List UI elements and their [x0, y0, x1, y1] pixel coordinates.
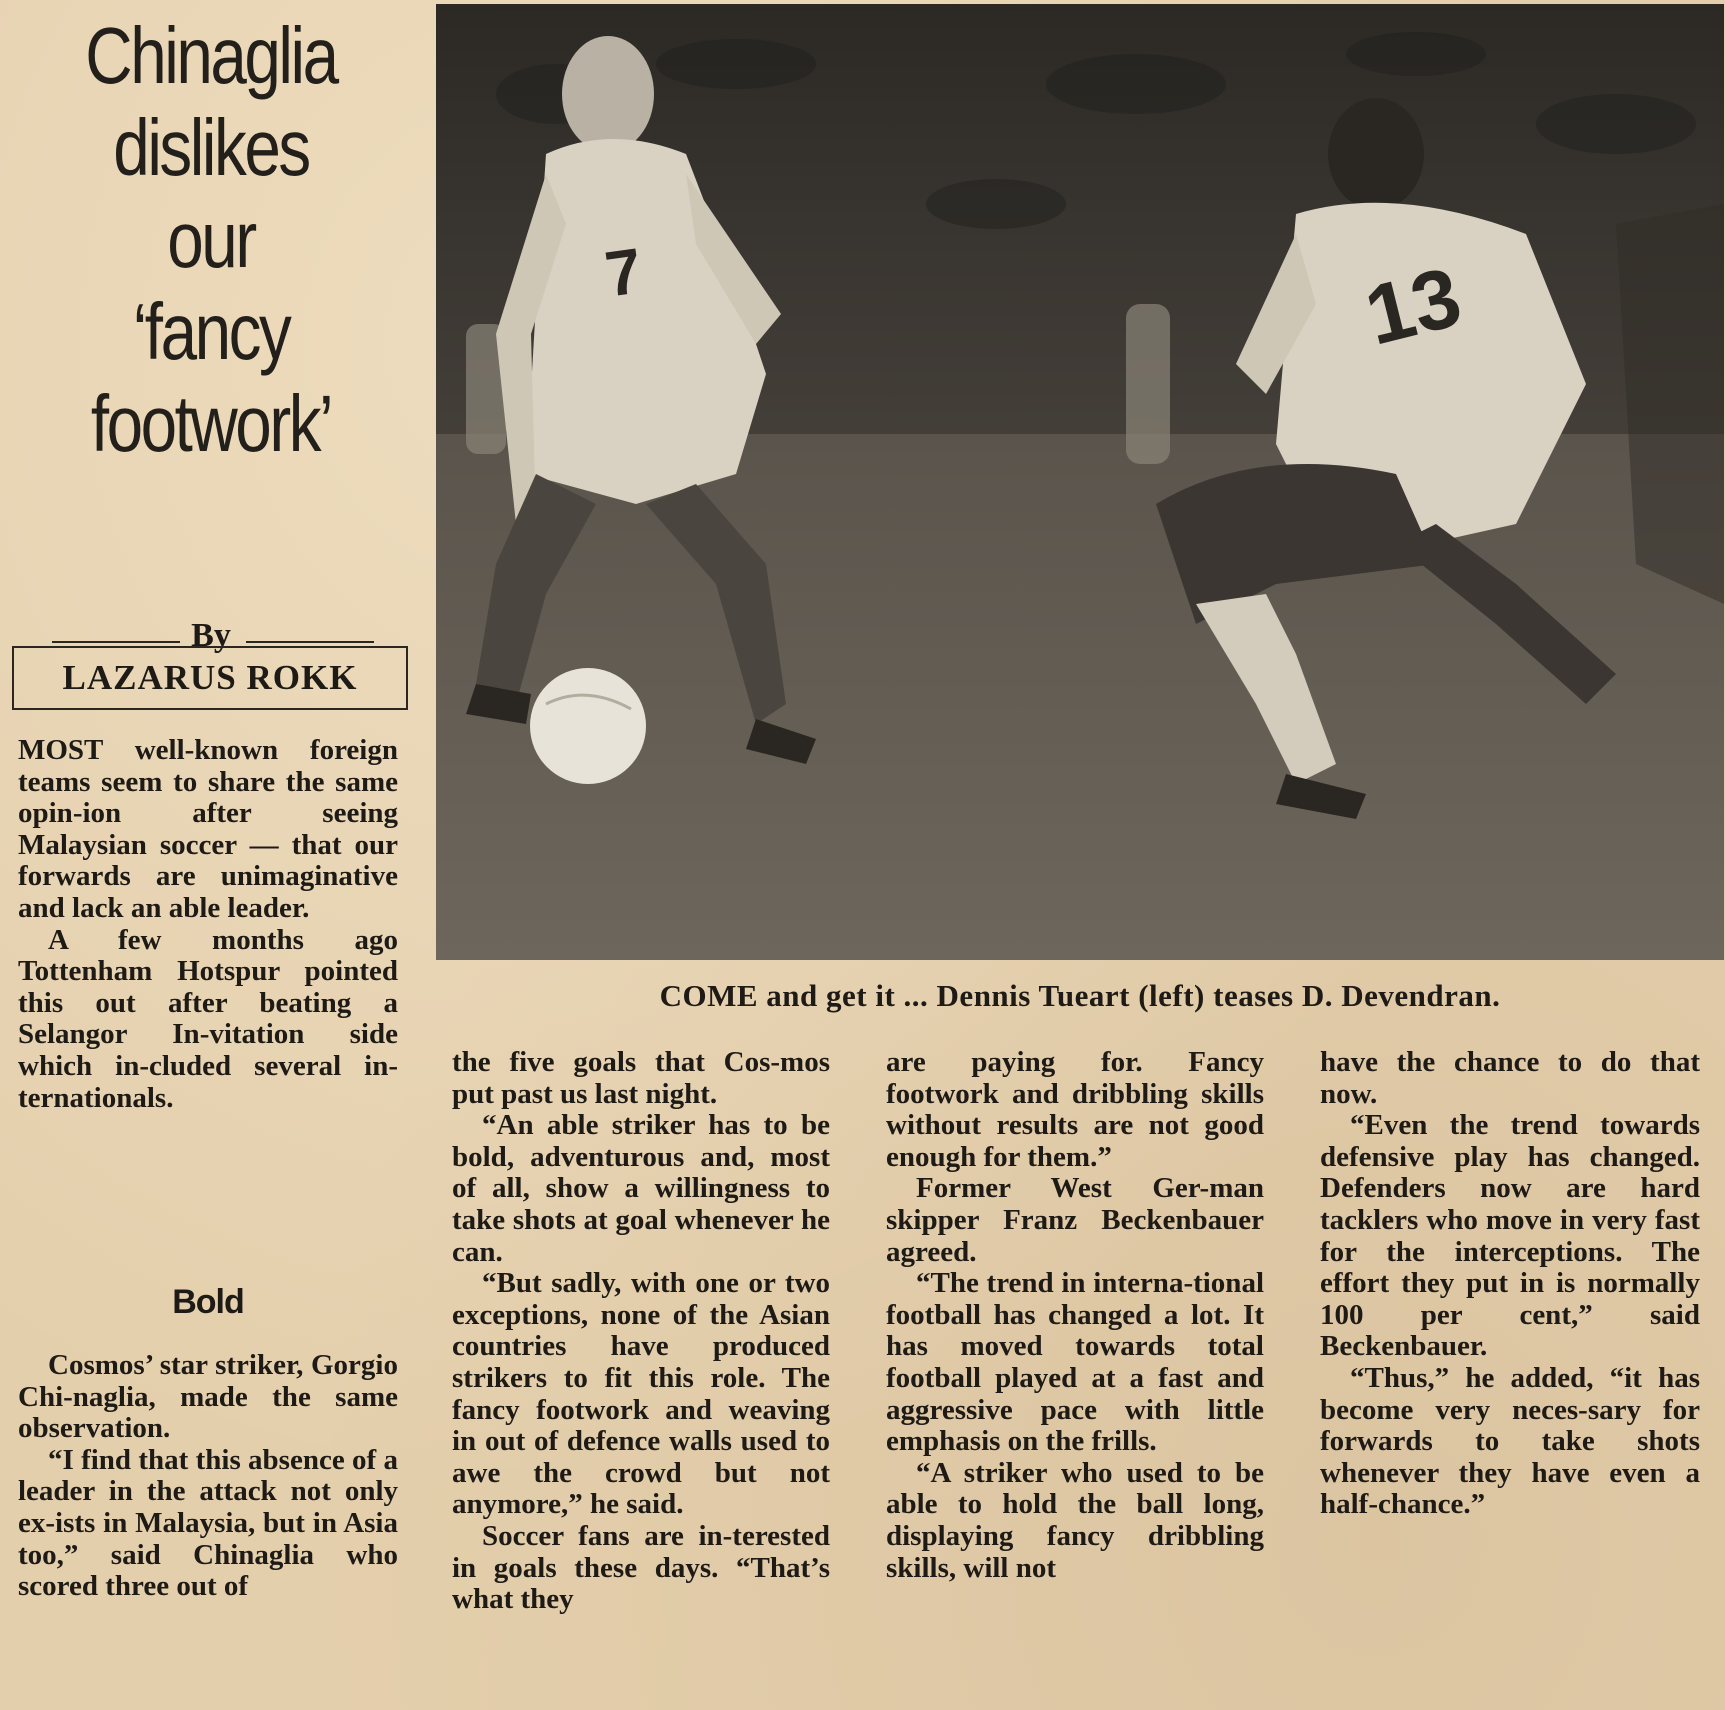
jersey-number-left: 7 — [600, 234, 647, 311]
soccer-ball — [530, 668, 646, 784]
subhead: Bold — [172, 1283, 244, 1321]
byline-author: LAZARUS ROKK — [12, 646, 408, 710]
column-1-top — [18, 735, 398, 1114]
headline — [48, 10, 374, 470]
paragraph: “But sadly, with one or two exceptions, none of the Asian countries have produced strikers to fit this role. The fancy footwork and weaving in out of defence walls used to awe the crowd but not anymore,” he said. — [452, 1267, 830, 1521]
paragraph: “I find that this absence of a leader in the attack not only ex-ists in Malaysia, but in Asia too,” said Chinaglia who scored three out of — [18, 1443, 398, 1603]
paragraph: Cosmos’ star striker, Gorgio Chi-naglia, made the same observation. — [18, 1349, 398, 1445]
headline-line: dislikes — [113, 103, 309, 192]
column-1-bottom — [18, 1350, 398, 1603]
paragraph: the five goals that Cos-mos put past us last night. — [452, 1046, 830, 1110]
paragraph: “Thus,” he added, “it has become very neces-sary for forwards to take shots whenever they have even a half-chance.” — [1320, 1361, 1700, 1521]
paragraph: “A striker who used to be able to hold the ball long, displaying fancy dribbling skills, will not — [886, 1456, 1264, 1584]
photo-caption: COME and get it ... Dennis Tueart (left) teases D. Devendran. — [659, 978, 1501, 1013]
paragraph: are paying for. Fancy footwork and dribbling skills without results are not good enough for them.” — [886, 1046, 1264, 1173]
paragraph: Soccer fans are in-terested in goals these days. “That’s what they — [452, 1519, 830, 1616]
column-4 — [1320, 1047, 1700, 1521]
paragraph: have the chance to do that now. — [1320, 1046, 1700, 1110]
headline-line: our — [167, 195, 255, 284]
paragraph: Former West Ger-man skipper Franz Beckenbauer agreed. — [886, 1172, 1264, 1268]
paragraph: A few months ago Tottenham Hotspur pointed this out after beating a Selangor In-vitation side which in-cluded several in-ternationals. — [18, 923, 398, 1114]
headline-line: Chinaglia — [85, 11, 337, 100]
paragraph: “An able striker has to be bold, adventurous and, most of all, show a willingness to take shots at goal whenever he can. — [452, 1109, 830, 1268]
soccer-photo — [436, 4, 1724, 960]
column-2 — [452, 1047, 830, 1616]
byline-by: By — [191, 617, 231, 654]
headline-line: ‘fancy — [132, 287, 290, 376]
paragraph: “Even the trend towards defensive play has changed. Defenders now are hard tacklers who move in very fast for the interceptions. The effort they put in is normally 100 per cent,” said Beckenbauer. — [1320, 1109, 1700, 1363]
paragraph: “The trend in interna-tional football has changed a lot. It has moved towards total football played at a fast and aggressive pace with little emphasis on the frills. — [886, 1267, 1264, 1458]
column-3 — [886, 1047, 1264, 1584]
headline-line: footwork’ — [90, 379, 332, 468]
jersey-number-right: 13 — [1356, 248, 1470, 363]
paragraph: MOST well-known foreign teams seem to share the same opin-ion after seeing Malaysian soccer — that our forwards are unimaginative and lack an able leader. — [18, 734, 398, 924]
